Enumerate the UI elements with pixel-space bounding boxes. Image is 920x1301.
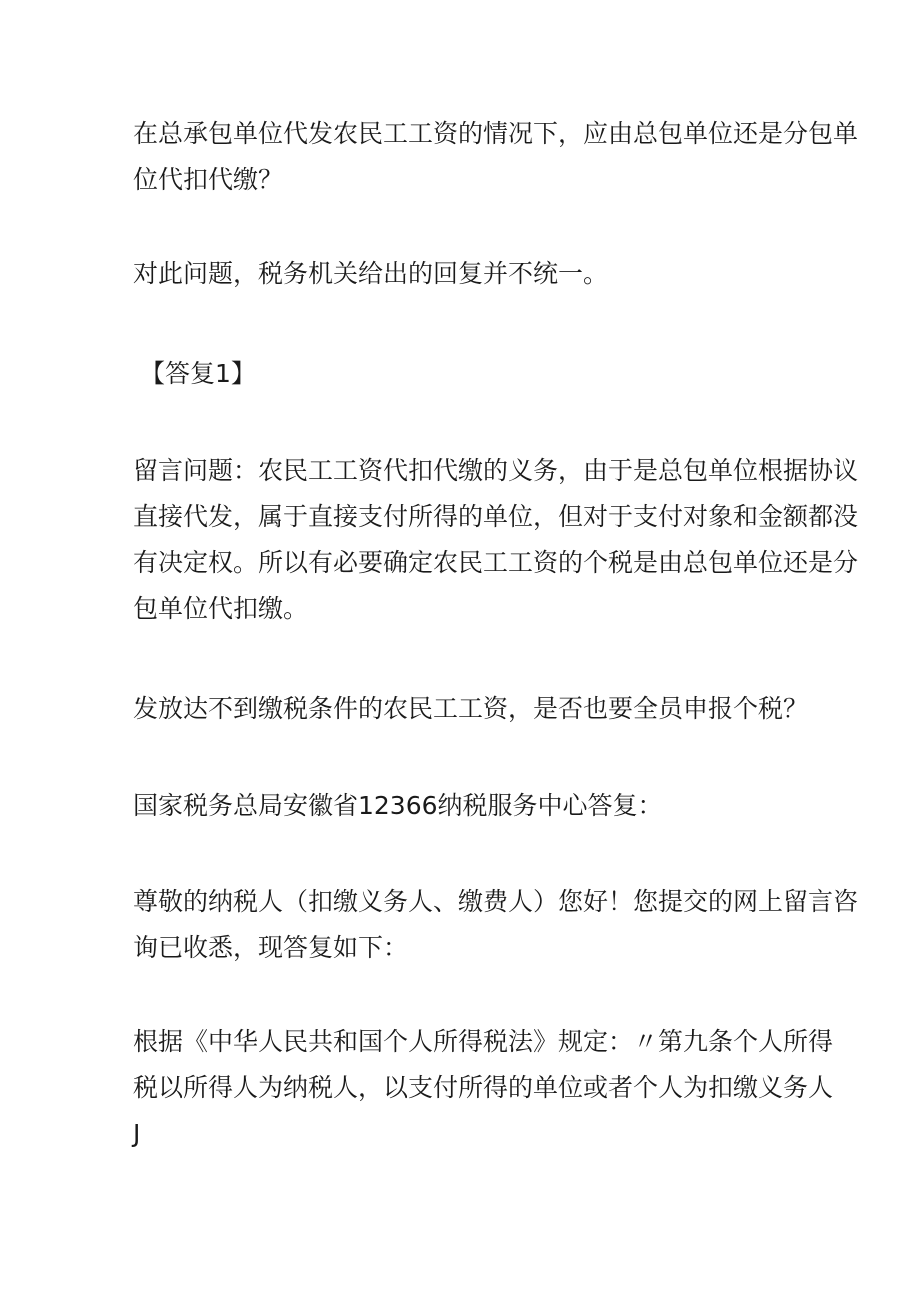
intro-paragraph xyxy=(133,251,803,297)
text-line: 直接代发，属于直接支付所得的单位，但对于支付对象和金额都没 xyxy=(133,502,859,531)
text-line: 询已收悉，现答复如下： xyxy=(133,933,409,962)
text-line: J xyxy=(133,1119,141,1148)
text-line: 发放达不到缴税条件的农民工工资，是否也要全员申报个税？ xyxy=(133,694,809,723)
text-line: 对此问题，税务机关给出的回复并不统一。 xyxy=(133,259,609,288)
reply-source-paragraph xyxy=(133,783,803,829)
text-line: 在总承包单位代发农民工工资的情况下，应由总包单位还是分包单 xyxy=(133,119,859,148)
text-line: 包单位代扣缴。 xyxy=(133,594,309,623)
question-paragraph xyxy=(133,111,859,203)
follow-up-question-paragraph xyxy=(133,686,809,732)
text-line: 位代扣代缴？ xyxy=(133,165,284,194)
text-line: 根据《中华人民共和国个人所得税法》规定：〃第九条个人所得 xyxy=(133,1027,834,1056)
text-line: 【答复1】 xyxy=(140,359,256,388)
text-line: 有决定权。所以有必要确定农民工工资的个税是由总包单位还是分 xyxy=(133,548,859,577)
text-line: 留言问题：农民工工资代扣代缴的义务，由于是总包单位根据协议 xyxy=(133,456,859,485)
text-line: 国家税务总局安徽省12366纳税服务中心答复： xyxy=(133,791,663,820)
text-line: 税以所得人为纳税人，以支付所得的单位或者个人为扣缴义务人 xyxy=(133,1073,834,1102)
text-line: 尊敬的纳税人（扣缴义务人、缴费人）您好！您提交的网上留言咨 xyxy=(133,887,859,916)
section-heading xyxy=(140,351,810,397)
law-citation-paragraph xyxy=(133,1019,834,1157)
message-question-paragraph xyxy=(133,448,859,632)
greeting-paragraph xyxy=(133,879,859,971)
